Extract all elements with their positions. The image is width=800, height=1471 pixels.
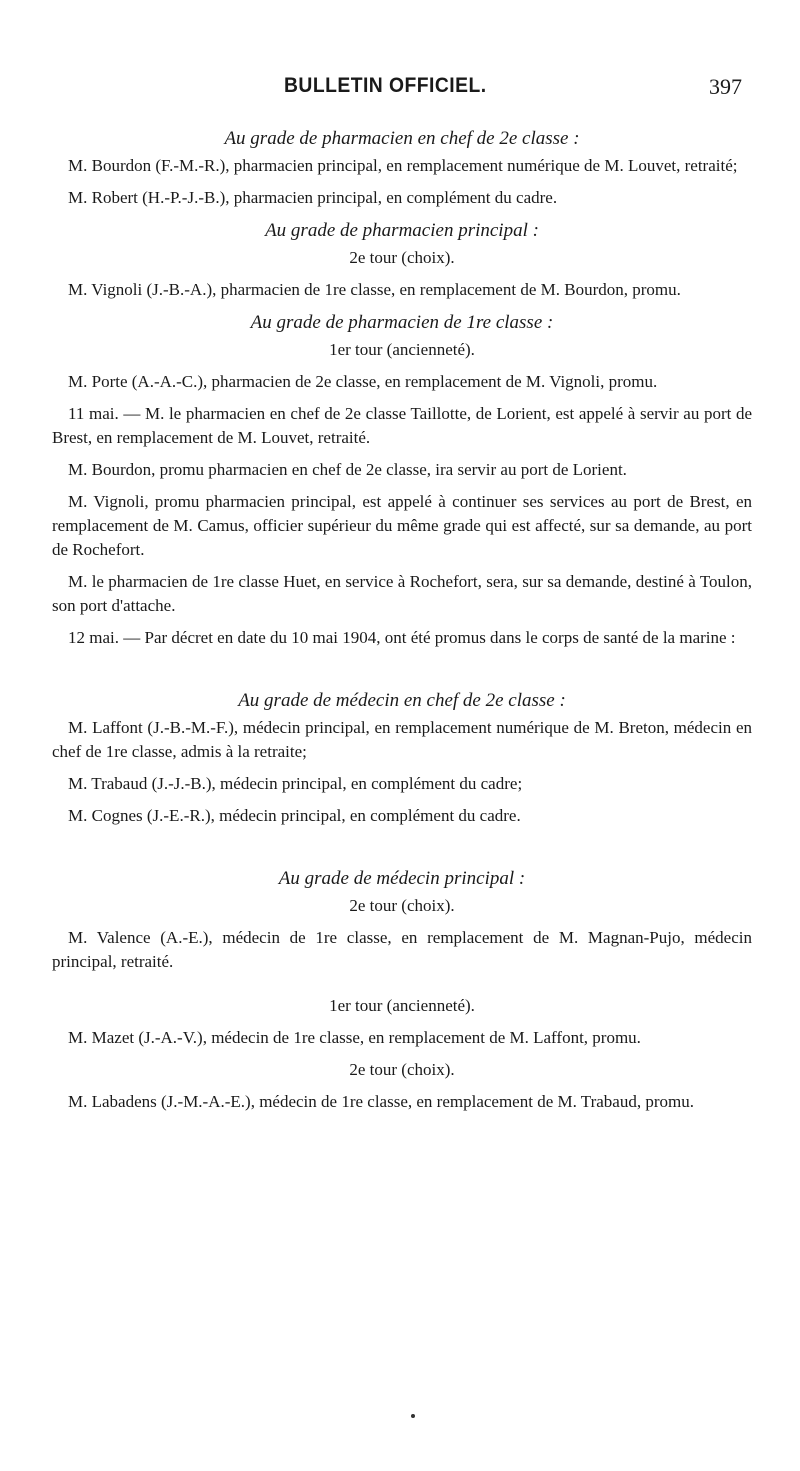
section-heading: Au grade de médecin en chef de 2e classe :: [238, 690, 566, 711]
section-heading: Au grade de pharmacien en chef de 2e classe :: [224, 128, 580, 149]
paragraph: M. Vignoli, promu pharmacien principal, est appelé à continuer ses services au port de Brest, en remplacement de M. Camus, officier supérieur du même grade qui est affecté, sur sa demande, au port de Rochefort.: [52, 492, 752, 559]
section-subheading: 2e tour (choix).: [349, 896, 455, 915]
paragraph: M. Valence (A.-E.), médecin de 1re classe, en remplacement de M. Magnan-Pujo, médecin principal, retraité.: [52, 928, 752, 971]
paragraph: M. Porte (A.-A.-C.), pharmacien de 2e classe, en remplacement de M. Vignoli, promu.: [68, 372, 658, 391]
section-heading: Au grade de pharmacien de 1re classe :: [250, 312, 554, 333]
paragraph: M. Vignoli (J.-B.-A.), pharmacien de 1re classe, en remplacement de M. Bourdon, promu.: [68, 280, 681, 299]
section-subheading: 2e tour (choix).: [349, 1060, 455, 1079]
section-subheading: 1er tour (ancienneté).: [329, 996, 475, 1015]
section-spacer: [52, 658, 752, 680]
page-number: 397: [709, 74, 742, 99]
paragraph: M. Mazet (J.-A.-V.), médecin de 1re classe, en remplacement de M. Laffont, promu.: [68, 1028, 641, 1047]
footer-mark: [411, 1414, 415, 1418]
paragraph: M. Robert (H.-P.-J.-B.), pharmacien principal, en complément du cadre.: [68, 188, 558, 207]
section-spacer: [52, 982, 752, 994]
paragraph: 12 mai. — Par décret en date du 10 mai 1904, ont été promus dans le corps de santé de la marine :: [68, 628, 736, 647]
paragraph: M. Trabaud (J.-J.-B.), médecin principal, en complément du cadre;: [68, 774, 523, 793]
paragraph: M. Labadens (J.-M.-A.-E.), médecin de 1re classe, en remplacement de M. Trabaud, promu.: [68, 1092, 694, 1111]
paragraph: M. Cognes (J.-E.-R.), médecin principal, en complément du cadre.: [68, 806, 521, 825]
paragraph: M. Laffont (J.-B.-M.-F.), médecin principal, en remplacement numérique de M. Breton, médecin en chef de 1re classe, admis à la retraite;: [52, 718, 752, 761]
page-header: [52, 74, 742, 106]
section-heading: Au grade de médecin principal :: [278, 868, 526, 889]
paragraph: M. le pharmacien de 1re classe Huet, en service à Rochefort, sera, sur sa demande, destiné à Toulon, son port d'attache.: [52, 572, 752, 615]
paragraph: M. Bourdon, promu pharmacien en chef de 2e classe, ira servir au port de Lorient.: [68, 460, 627, 479]
section-heading: Au grade de pharmacien principal :: [265, 220, 539, 241]
running-title: BULLETIN OFFICIEL.: [284, 74, 487, 97]
section-spacer: [52, 836, 752, 858]
section-subheading: 1er tour (ancienneté).: [329, 340, 475, 359]
paragraph: M. Bourdon (F.-M.-R.), pharmacien principal, en remplacement numérique de M. Louvet, retraité;: [68, 156, 738, 175]
section-subheading: 2e tour (choix).: [349, 248, 455, 267]
document-body: [52, 118, 752, 1122]
paragraph: 11 mai. — M. le pharmacien en chef de 2e classe Taillotte, de Lorient, est appelé à servir au port de Brest, en remplacement de M. Louvet, retraité.: [52, 404, 752, 447]
